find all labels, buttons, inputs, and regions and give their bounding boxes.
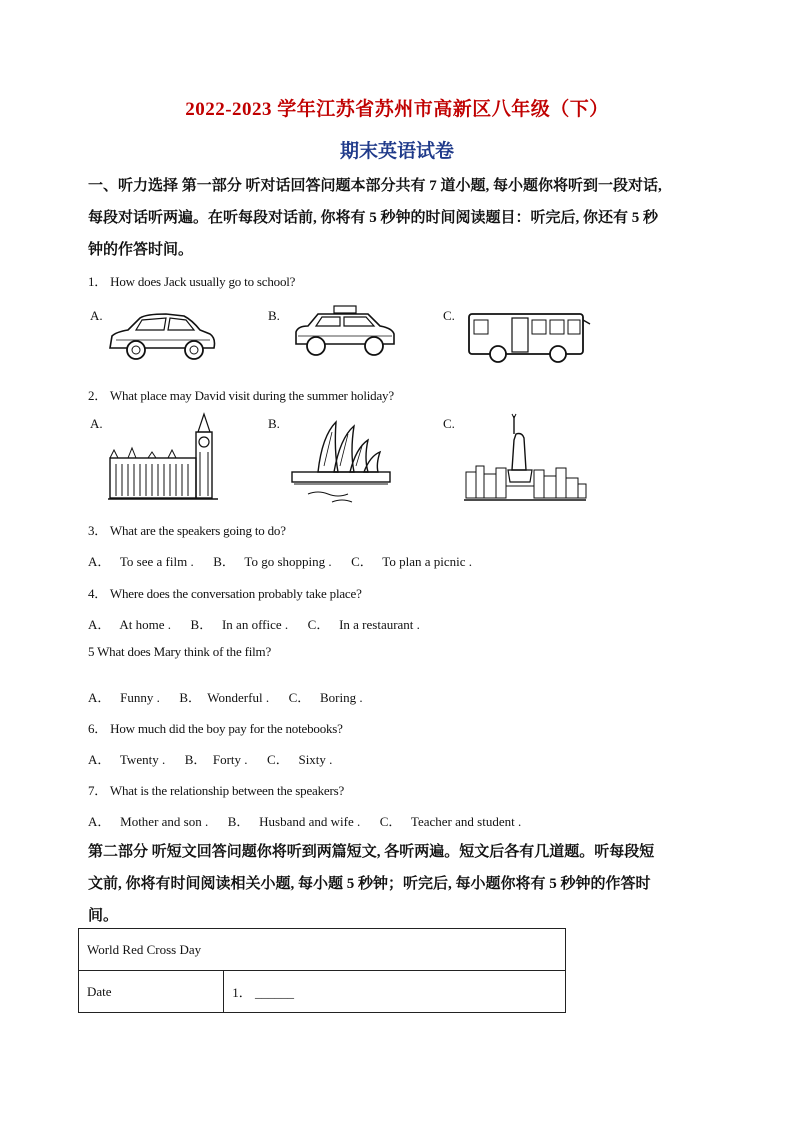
part1-line1: 一、听力选择 第一部分 听对话回答问题本部分共有 7 道小题, 每小题你将听到一段对话, bbox=[88, 178, 662, 194]
question-3: 3． What are the speakers going to do? bbox=[88, 523, 286, 538]
q2-label-b: B. bbox=[268, 416, 280, 431]
question-4: 4． Where does the conversation probably take place? bbox=[88, 586, 362, 601]
page-subtitle: 期末英语试卷 bbox=[339, 141, 454, 162]
question-4-options: A． At home . B． In an office . C． In a restaurant . bbox=[88, 617, 420, 632]
statue-of-liberty-icon bbox=[462, 412, 588, 504]
info-table bbox=[78, 928, 566, 1013]
q1-label-a: A. bbox=[90, 308, 103, 323]
question-6: 6． How much did the boy pay for the notebooks? bbox=[88, 721, 343, 736]
question-6-options: A． Twenty . B． Forty . C． Sixty . bbox=[88, 752, 333, 767]
part1-instructions bbox=[88, 170, 708, 266]
part2-line3: 间。 bbox=[88, 908, 119, 924]
question-7-options: A． Mother and son . B． Husband and wife . C． Teacher and student . bbox=[88, 814, 522, 829]
part2-instructions bbox=[88, 836, 708, 932]
page-title: 2022-2023 学年江苏省苏州市高新区八年级（下） bbox=[185, 99, 609, 120]
table-answer-cell[interactable]: 1． ______ bbox=[224, 971, 566, 1013]
question-5-options: A． Funny . B． Wonderful . C． Boring . bbox=[88, 690, 363, 705]
table-label-cell: Date bbox=[79, 971, 224, 1013]
question-2: 2． What place may David visit during the summer holiday? bbox=[88, 388, 394, 403]
car-icon bbox=[106, 308, 218, 366]
part1-line2: 每段对话听两遍。在听每段对话前, 你将有 5 秒钟的时间阅读题目：听完后, 你还有 5 秒 bbox=[88, 210, 659, 226]
part2-line2: 文前, 你将有时间阅读相关小题, 每小题 5 秒钟；听完后, 每小题你将有 5 秒钟的作答时 bbox=[88, 876, 651, 892]
question-7: 7． What is the relationship between the speakers? bbox=[88, 783, 345, 798]
table-header-cell: World Red Cross Day bbox=[79, 929, 566, 971]
q1-label-b: B. bbox=[268, 308, 280, 323]
q2-label-c: C. bbox=[443, 416, 455, 431]
question-1: 1． How does Jack usually go to school? bbox=[88, 274, 296, 289]
question-5: 5 What does Mary think of the film? bbox=[88, 644, 272, 659]
question-3-options: A． To see a film . B． To go shopping . C． To plan a picnic . bbox=[88, 554, 472, 569]
table-row bbox=[79, 929, 566, 971]
part1-line3: 钟的作答时间。 bbox=[88, 242, 194, 258]
table-row bbox=[79, 971, 566, 1013]
sydney-opera-house-icon bbox=[288, 416, 394, 506]
q2-label-a: A. bbox=[90, 416, 103, 431]
big-ben-icon bbox=[108, 412, 220, 502]
bus-icon bbox=[466, 310, 592, 364]
q1-label-c: C. bbox=[443, 308, 455, 323]
taxi-icon bbox=[290, 304, 398, 360]
part2-line1: 第二部分 听短文回答问题你将听到两篇短文, 各听两遍。短文后各有几道题。听每段短 bbox=[88, 844, 655, 860]
